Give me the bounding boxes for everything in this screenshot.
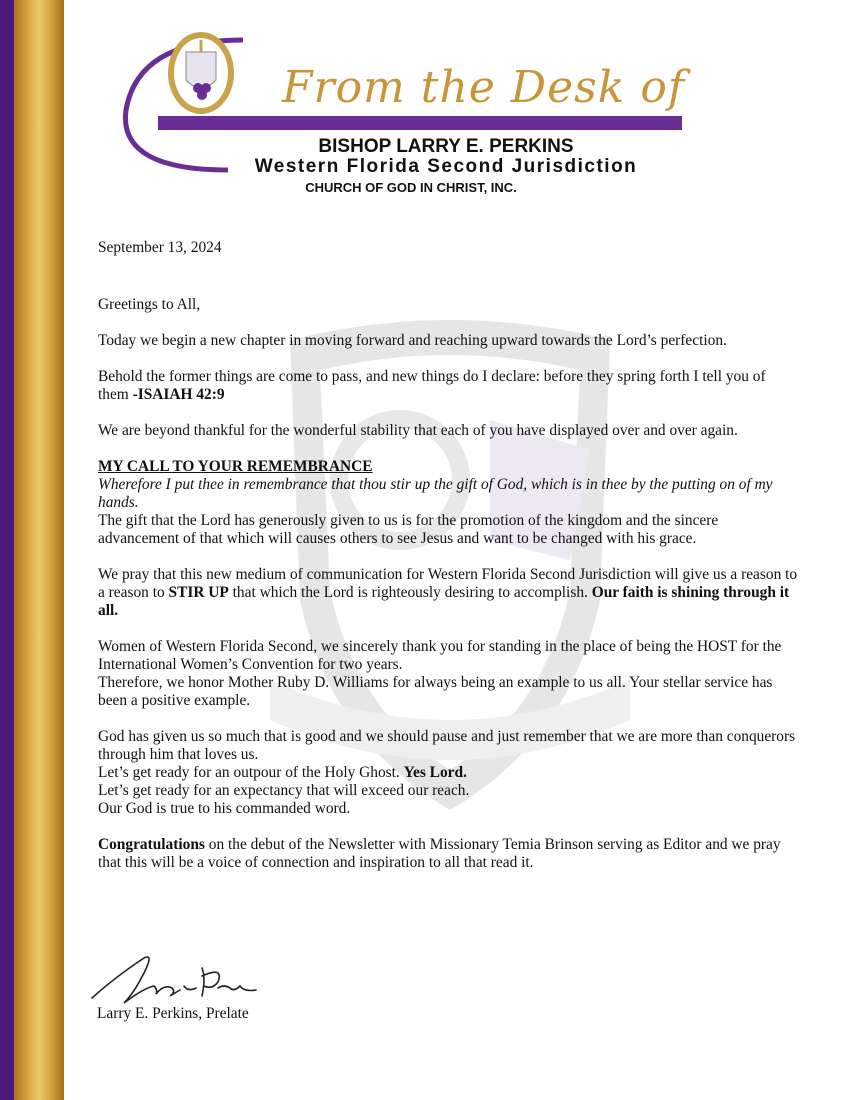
title-underline-bar (158, 116, 682, 130)
paragraph-6b: Therefore, we honor Mother Ruby D. Williams for always being an example to us all. Your stellar service has been a positive example. (98, 674, 773, 709)
paragraph-7c: Let’s get ready for an expectancy that will exceed our reach. (98, 782, 470, 799)
signature-name: Larry E. Perkins, Prelate (97, 1005, 249, 1022)
paragraph-7b (98, 764, 798, 782)
handwritten-signature-icon (84, 948, 264, 1010)
letter-body (98, 239, 798, 872)
paragraph-2 (98, 368, 798, 404)
paragraph-1: Today we begin a new chapter in moving forward and reaching upward towards the Lord’s perfection. (98, 332, 727, 349)
letter-greeting: Greetings to All, (98, 296, 201, 313)
section-text: The gift that the Lord has generously given to us is for the promotion of the kingdom and the sincere advancement of that which will causes others to see Jesus and want to be changed with his grace. (98, 512, 719, 547)
p5-text-c: that which the Lord is righteously desiring to accomplish. (228, 584, 592, 601)
p7-text: Let’s get ready for an outpour of the Holy Ghost. (98, 764, 404, 781)
section-heading: MY CALL TO YOUR REMEMBRANCE (98, 458, 373, 475)
p7-yes-lord: Yes Lord. (403, 764, 467, 781)
scripture-reference: -ISAIAH 42:9 (132, 386, 225, 403)
church-seal-icon (166, 30, 236, 116)
church-name: CHURCH OF GOD IN CHRIST, INC. (305, 180, 517, 195)
left-border-purple (0, 0, 14, 1100)
paragraph-8 (98, 836, 798, 872)
p5-faith: Our faith is shining through it all. (98, 584, 790, 619)
scripture-text: Behold the former things are come to pass, and new things do I declare: before they spring forth I tell you of them (98, 368, 766, 403)
paragraph-3: We are beyond thankful for the wonderful stability that each of you have displayed over and over again. (98, 422, 738, 439)
paragraph-7d: Our God is true to his commanded word. (98, 800, 351, 817)
bishop-name: BISHOP LARRY E. PERKINS (318, 136, 574, 157)
paragraph-5 (98, 566, 798, 620)
congratulations-word: Congratulations (98, 836, 205, 853)
p5-text-a: We pray that this new medium of communication for Western Florida Second Jurisdiction will give us a reason to a reason to (98, 566, 798, 601)
letter-date: September 13, 2024 (98, 239, 222, 256)
paragraph-6a: Women of Western Florida Second, we sincerely thank you for standing in the place of being the HOST for the International Women’s Convention for two years. (98, 638, 782, 673)
section-quote: Wherefore I put thee in remembrance that thou stir up the gift of God, which is in thee by the putting on of my hands. (98, 476, 773, 511)
paragraph-7a: God has given us so much that is good and we should pause and just remember that we are more than conquerors through him that loves us. (98, 728, 796, 763)
jurisdiction-name: Western Florida Second Jurisdiction (254, 156, 638, 177)
p8-text: on the debut of the Newsletter with Missionary Temia Brinson serving as Editor and we pray that this will be a voice of connection and inspiration to all that read it. (98, 836, 781, 871)
desk-of-script-title: From the Desk of (282, 62, 686, 113)
p5-stir-up: STIR UP (168, 584, 229, 601)
